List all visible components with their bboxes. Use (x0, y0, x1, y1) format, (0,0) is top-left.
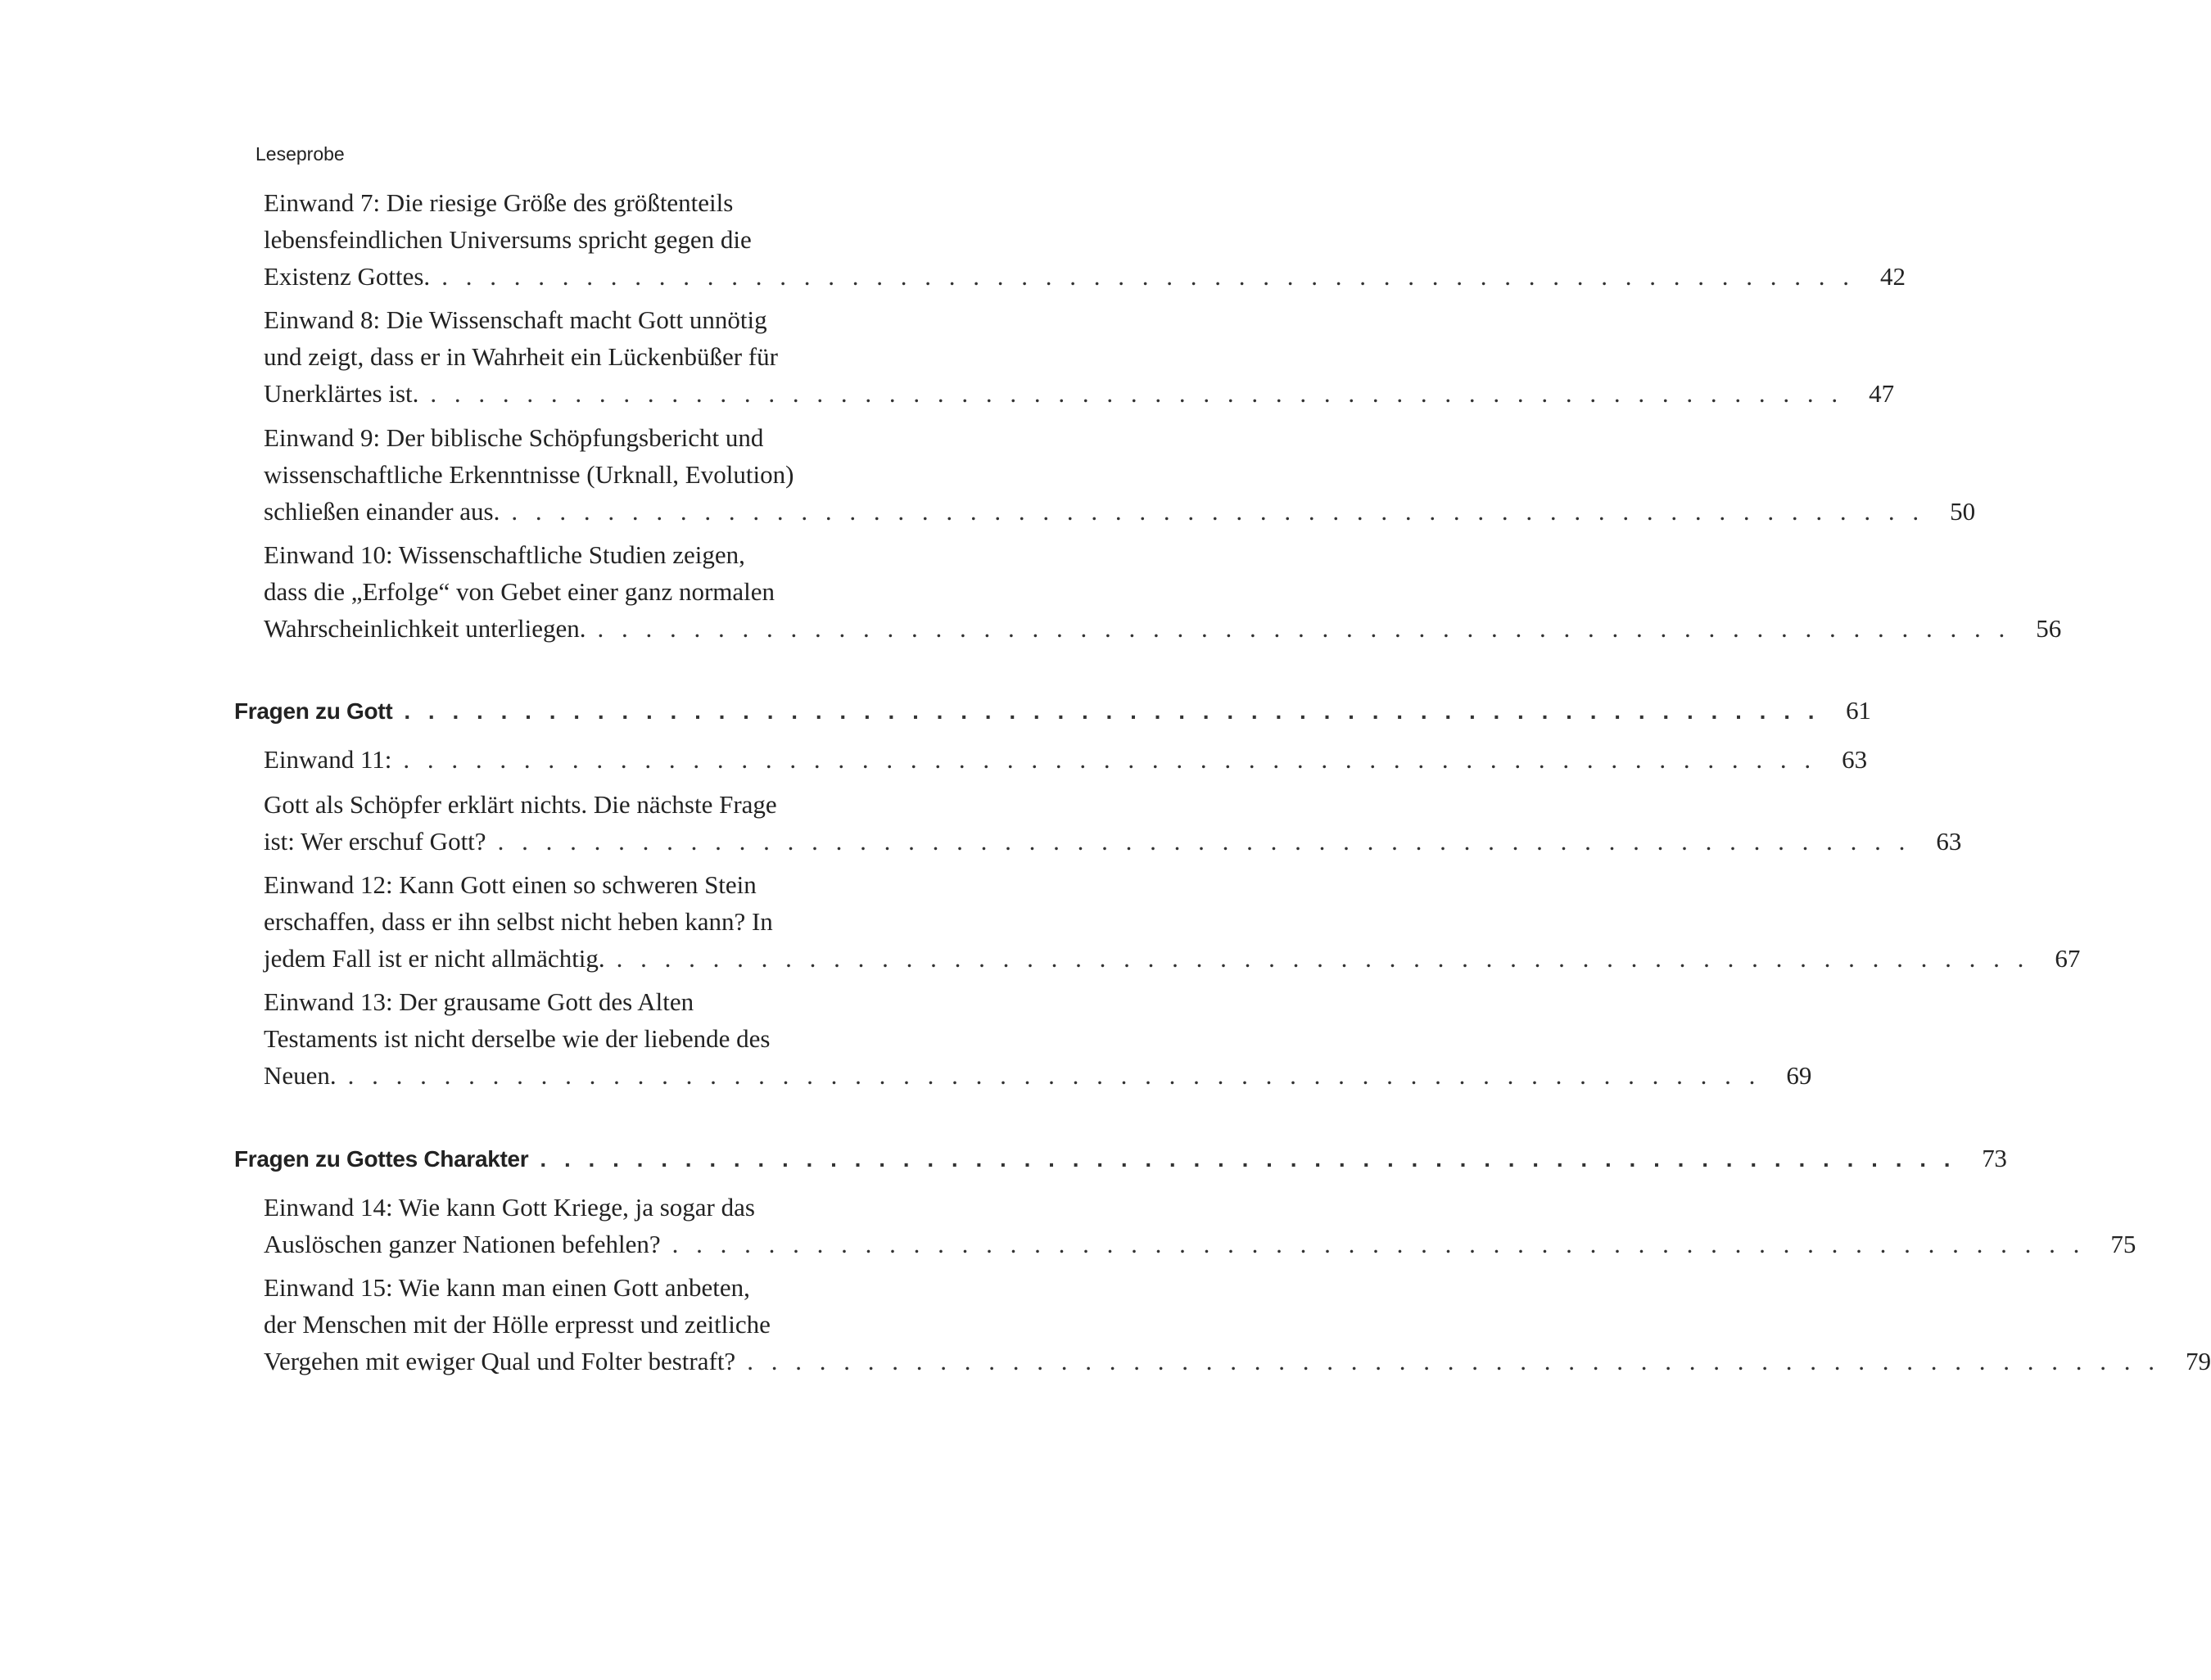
toc-entry-text: Einwand 14: Wie kann Gott Kriege, ja sogar das (264, 1193, 755, 1222)
toc-entry-last-line (264, 741, 1868, 778)
toc-entry-text: Einwand 13: Der grausame Gott des Alten (264, 987, 694, 1016)
toc-section-heading (234, 1140, 2007, 1176)
toc-entry-text: Einwand 12: Kann Gott einen so schweren Stein (264, 870, 757, 899)
toc-entry-last-line (264, 1343, 2211, 1380)
toc-entry-text: Einwand 10: Wissenschaftliche Studien zeigen, (264, 540, 745, 569)
toc-entry-text: Unerklärtes ist. (264, 379, 419, 408)
page-number: 79 (2185, 1347, 2211, 1375)
toc-entry (264, 536, 2062, 647)
dot-leader: . . . . . . . . . . . . . . . . . . . . . . . . . . . . . . . . . . . . . . . . . . . . . . . . . . . . . . . . . . . (347, 1061, 1761, 1090)
toc-entry-last-line (264, 493, 1976, 530)
toc-entry-last-line (234, 692, 1871, 729)
toc-entry (264, 184, 1906, 295)
toc-entry-last-line (264, 610, 2062, 647)
page-number: 63 (1842, 745, 1868, 774)
dot-leader: . . . . . . . . . . . . . . . . . . . . . . . . . . . . . . . . . . . . . . . . . . . . . . . . . . . . . . . . . . . (511, 497, 1925, 526)
page-number: 75 (2110, 1230, 2136, 1258)
toc-entry (264, 1269, 2211, 1380)
toc-entry-text: Fragen zu Gottes Charakter (234, 1146, 529, 1172)
page-number: 56 (2036, 614, 2062, 643)
toc-entry-text: Wahrscheinlichkeit unterliegen. (264, 614, 586, 643)
page-number: 61 (1846, 696, 1871, 725)
toc-entry-text: Einwand 15: Wie kann man einen Gott anbeten, (264, 1273, 750, 1302)
toc-entry-text: und zeigt, dass er in Wahrheit ein Lückenbüßer für (264, 342, 778, 371)
toc-entry (264, 983, 1812, 1094)
dot-leader: . . . . . . . . . . . . . . . . . . . . . . . . . . . . . . . . . . . . . . . . . . . . . . . . . . . . . . . . . . . (403, 745, 1817, 774)
toc-entry-text: Gott als Schöpfer erklärt nichts. Die nächste Frage (264, 790, 777, 819)
toc-entry (264, 419, 1976, 530)
dot-leader: . . . . . . . . . . . . . . . . . . . . . . . . . . . . . . . . . . . . . . . . . . . . . . . . . . . . . . . . . . . (671, 1230, 2086, 1258)
toc-entry (264, 1189, 2136, 1262)
page-number: 73 (1982, 1144, 2007, 1172)
dot-leader: . . . . . . . . . . . . . . . . . . . . . . . . . . . . . . . . . . . . . . . . . . . . . . . . . . . . . . . . . . . (616, 944, 2030, 973)
dot-leader: . . . . . . . . . . . . . . . . . . . . . . . . . . . . . . . . . . . . . . . . . . . . . . . . . . . . . . . . . . . (441, 262, 1855, 291)
toc-entry-text: Vergehen mit ewiger Qual und Folter bestraft? (264, 1347, 736, 1375)
toc-entry-last-line (264, 940, 2081, 977)
toc-entry (264, 866, 2081, 977)
toc-entry (264, 786, 1962, 860)
toc-entry (264, 301, 1895, 412)
toc-entry-text: wissenschaftliche Erkenntnisse (Urknall, Evolution) (264, 460, 794, 489)
toc-entry-text: jedem Fall ist er nicht allmächtig. (264, 944, 605, 973)
toc-entry-text: Fragen zu Gott (234, 698, 393, 724)
toc-entry-text: Einwand 9: Der biblische Schöpfungsbericht und (264, 423, 764, 452)
toc-entry-text: Neuen. (264, 1061, 337, 1090)
toc-entry-text: Einwand 11: (264, 745, 392, 774)
toc-entry-last-line (264, 1057, 1812, 1094)
dot-leader: . . . . . . . . . . . . . . . . . . . . . . . . . . . . . . . . . . . . . . . . . . . . . . . . . . . . . . . . . . . (497, 827, 1911, 856)
page-number: 47 (1869, 379, 1895, 408)
toc-entry-text: dass die „Erfolge“ von Gebet einer ganz normalen (264, 577, 775, 606)
dot-leader: . . . . . . . . . . . . . . . . . . . . . . . . . . . . . . . . . . . . . . . . . . . . . . . . . . . . . . . . . . . (597, 614, 2011, 643)
toc-entry-last-line (264, 823, 1962, 860)
toc-entry (264, 741, 1868, 778)
toc-entry-last-line (264, 258, 1906, 295)
toc-entry-text: Einwand 7: Die riesige Größe des größtenteils (264, 188, 734, 217)
toc-entry-text: lebensfeindlichen Universums spricht gegen die (264, 225, 752, 254)
toc-entry-text: erschaffen, dass er ihn selbst nicht heben kann? In (264, 907, 773, 936)
toc-entry-last-line (264, 1226, 2136, 1262)
page-number: 42 (1879, 262, 1906, 291)
leseprobe-label: Leseprobe (255, 143, 345, 165)
dot-leader: . . . . . . . . . . . . . . . . . . . . . . . . . . . . . . . . . . . . . . . . . . . . . . . . . . . . . . . . . . . (747, 1347, 2160, 1375)
dot-leader: . . . . . . . . . . . . . . . . . . . . . . . . . . . . . . . . . . . . . . . . . . . . . . . . . . . . . . . . . . . (430, 379, 1844, 408)
page-number: 67 (2055, 944, 2081, 973)
toc-section-heading (234, 692, 1871, 729)
toc-entry-last-line (234, 1140, 2007, 1176)
toc-entry-text: ist: Wer erschuf Gott? (264, 827, 486, 856)
toc-entry-text: Einwand 8: Die Wissenschaft macht Gott unnötig (264, 305, 767, 334)
page-number: 50 (1950, 497, 1976, 526)
toc-entry-text: Testaments ist nicht derselbe wie der liebende des (264, 1024, 771, 1053)
toc-entry-text: Auslöschen ganzer Nationen befehlen? (264, 1230, 661, 1258)
toc-entry-text: Existenz Gottes. (264, 262, 431, 291)
page-number: 63 (1936, 827, 1962, 856)
page-number: 69 (1786, 1061, 1812, 1090)
dot-leader: . . . . . . . . . . . . . . . . . . . . . . . . . . . . . . . . . . . . . . . . . . . . . . . . . . . . . . . . . . . (540, 1146, 1956, 1172)
toc-entry-text: der Menschen mit der Hölle erpresst und zeitliche (264, 1310, 771, 1339)
toc-entry-last-line (264, 375, 1895, 412)
dot-leader: . . . . . . . . . . . . . . . . . . . . . . . . . . . . . . . . . . . . . . . . . . . . . . . . . . . . . . . . . . . (404, 698, 1820, 724)
toc-entry-text: schließen einander aus. (264, 497, 500, 526)
